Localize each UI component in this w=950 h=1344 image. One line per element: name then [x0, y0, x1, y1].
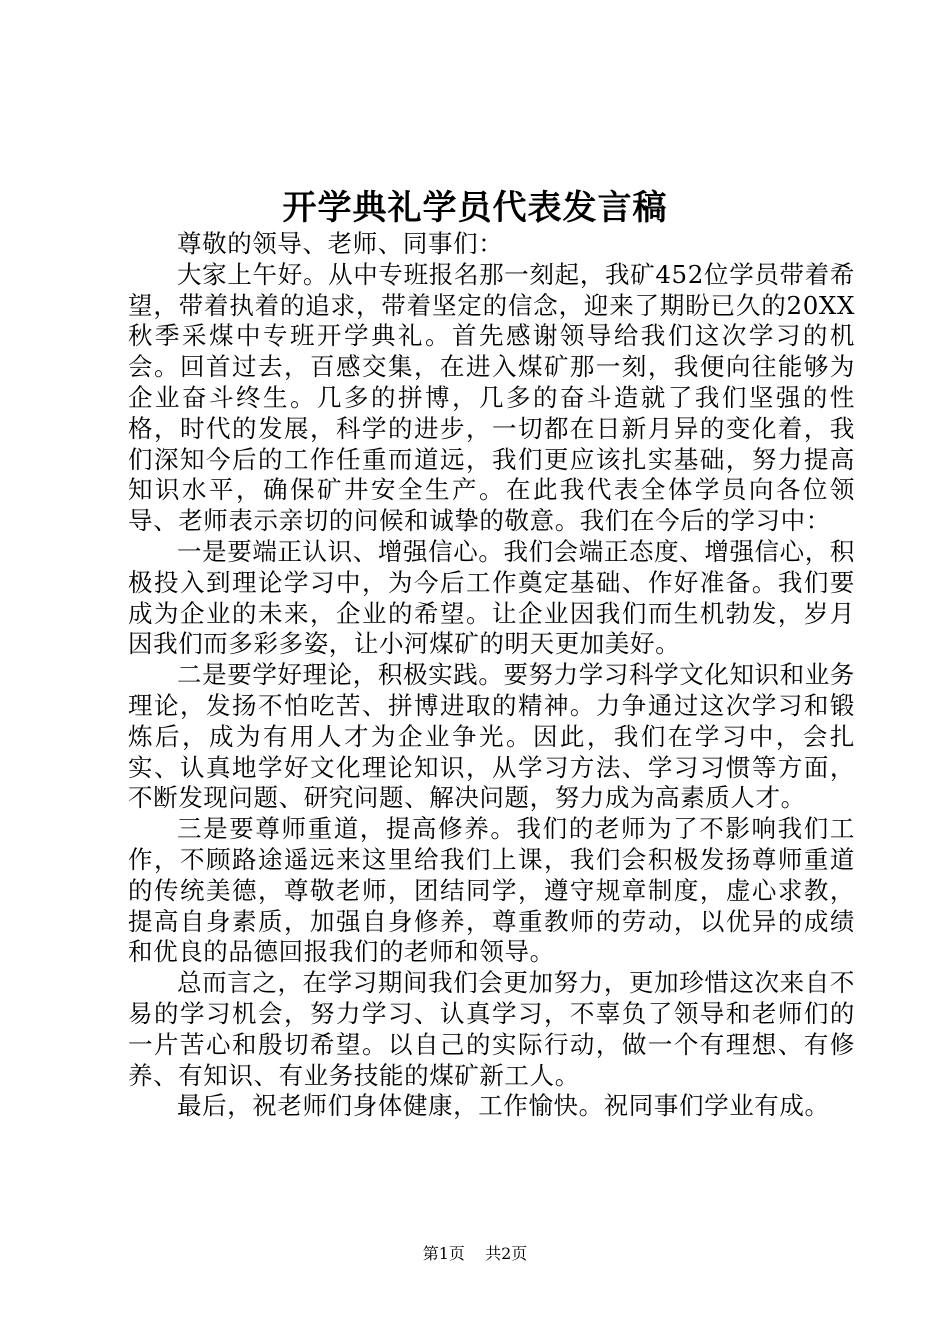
page-footer: [0, 1243, 950, 1265]
document-title: 开学典礼学员代表发言稿: [282, 188, 668, 228]
closing-paragraph: 最后，祝老师们身体健康，工作愉快。祝同事们学业有成。: [177, 1091, 830, 1121]
summary-paragraph: 总而言之，在学习期间我们会更加努力，更加珍惜这次来自不易的学习机会，努力学习、认真学习，不辜负了领导和老师们的一片苦心和殷切希望。以自己的实际行动，做一个有理想、有修养、有知识、有业务技能的煤矿新工人。: [128, 968, 855, 1090]
point-two-paragraph: 二是要学好理论，积极实践。要努力学习科学文化知识和业务理论，发扬不怕吃苦、拼博进取的精神。力争通过这次学习和锻炼后，成为有用人才为企业争光。因此，我们在学习中，会扎实、认真地学好文化理论知识，从学习方法、学习习惯等方面，不断发现问题、研究问题、解决问题，努力成为高素质人才。: [128, 660, 855, 813]
point-one-paragraph: 一是要端正认识、增强信心。我们会端正态度、增强信心，积极投入到理论学习中，为今后工作奠定基础、作好准备。我们要成为企业的未来，企业的希望。让企业因我们而生机勃发，岁月因我们而多彩多姿，让小河煤矿的明天更加美好。: [128, 536, 855, 659]
intro-paragraph: 大家上午好。从中专班报名那一刻起，我矿452位学员带着希望，带着执着的追求，带着坚定的信念，迎来了期盼已久的20XX秋季采煤中专班开学典礼。首先感谢领导给我们这次学习的机会。回首过去，百感交集，在进入煤矿那一刻，我便向往能够为企业奋斗终生。几多的拼博，几多的奋斗造就了我们坚强的性格，时代的发展，科学的进步，一切都在日新月异的变化着，我们深知今后的工作任重而道远，我们更应该扎实基础，努力提高知识水平，确保矿井安全生产。在此我代表全体学员向各位领导、老师表示亲切的问候和诚挚的敬意。我们在今后的学习中：: [128, 259, 855, 536]
salutation-paragraph: 尊敬的领导、老师、同事们：: [177, 229, 504, 258]
point-three-paragraph: 三是要尊师重道，提高修养。我们的老师为了不影响我们工作，不顾路途遥远来这里给我们上课，我们会积极发扬尊师重道的传统美德，尊敬老师，团结同学，遵守规章制度，虚心求教，提高自身素质，加强自身修养，尊重教师的劳动，以优异的成绩和优良的品德回报我们的老师和领导。: [128, 814, 855, 967]
page-count: 共2页: [485, 1244, 528, 1263]
page-number: 第1页: [422, 1244, 465, 1263]
document-body: [128, 229, 855, 1122]
